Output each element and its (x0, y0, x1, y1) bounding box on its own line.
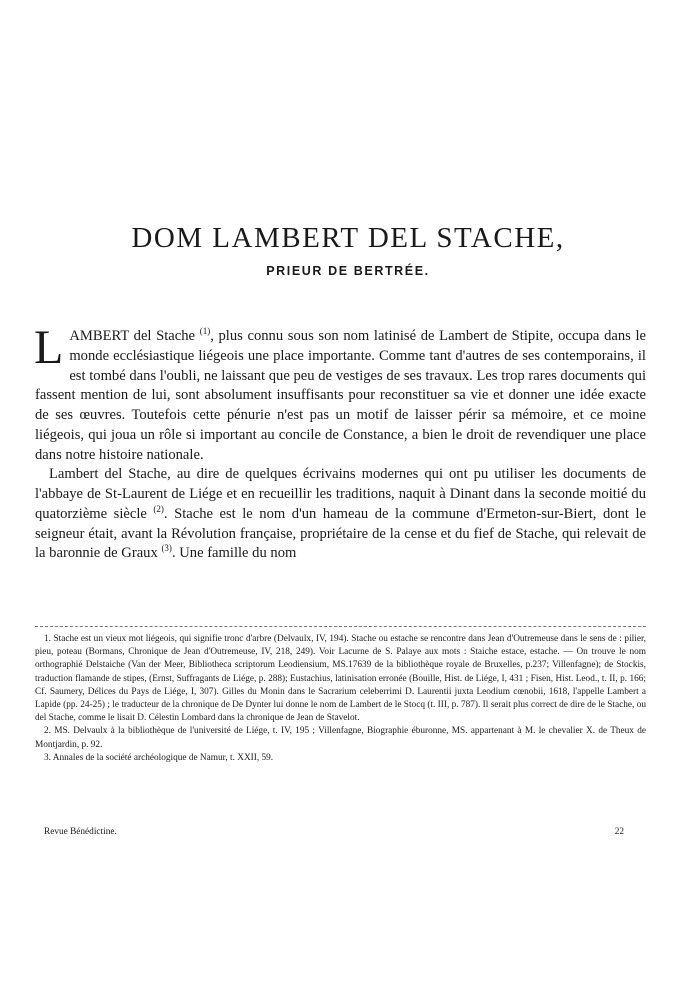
signature-mark: 22 (614, 827, 624, 837)
paragraph-2-text-a: Lambert del Stache, au dire de quelques écrivains modernes qui ont pu utiliser les documents de l'abbaye de St-Laurent de Liége et en recueillir les traditions, naquit à Dinant dans la seconde moitié du quatorzième siècle (35, 466, 646, 522)
paragraph-2 (35, 465, 646, 564)
footnote-1: 1. Stache est un vieux mot liégeois, qui signifie tronc d'arbre (Delvaulx, IV, 194). Stache ou estache se rencontre dans Jean d'Outremeuse dans le sens de : pilier, pieu, poteau (Bormans, Chronique de Jean d'Outremeuse, IV, 218, 249). Voir Lacurne de S. Palaye aux mots : Staiche estace, estache. — On trouve le nom orthographié Delstaiche (Van der Meer, Bibliotheca scriptorum Leodiensium, MS.17639 de la bibliothèque royale de Bruxelles, p.237; Villenfagne); de Stockis, traduction flamande de stipes, (Ernst, Suffragants de Liége, p. 288); Eustachius, latinisation erronée (Bouille, Hist. de Liége, I, 431 ; Fisen, Hist. Leod., t. II, p. 166; Cf. Saumery, Délices du Pays de Liége, I, 307). Gilles du Monin dans le Sacrarium celeberrimi D. Laurentii juxta Leodium cœnobii, 1618, l'appelle Lambert a Lapide (pp. 24-25) ; le traducteur de la chronique de De Dynter lui donne le nom de Lambert de le Stocq (t. III, p. 787). Il serait plus correct de dire de le Stache, ou del Stache, comme le lisait D. Célestin Lombard dans la chronique de Jean de Stavelot. (35, 634, 646, 724)
footnote-ref-1: (1) (199, 326, 211, 337)
paragraph-2-text-b: . Stache est le nom d'un hameau de la commune d'Ermeton-sur-Biert, dont le seigneur était, avant la Révolution française, propriétaire de la cense et du fief de Stache, qui relevait de la baronnie de Graux (35, 505, 646, 562)
paragraph-1-opening: AMBERT del Stache (69, 328, 196, 344)
paragraph-2-text-c: . Une famille du nom (171, 545, 297, 562)
body-text (34, 321, 647, 564)
footnote-ref-2: (2) (153, 503, 164, 514)
footnote-2: 2. MS. Delvaulx à la bibliothèque de l'université de Liége, t. IV, 195 ; Villenfagne, Biographie éburonne, MS. appartenant à M. le chevalier X. de Theux de Montjardin, p. 92. (35, 726, 646, 750)
paragraph-1-text: , plus connu sous son nom latinisé de Lambert de Stipite, occupa dans le monde ecclésiastique liégeois une place importante. Comme tant d'autres de ses contemporains, il est tombé dans l'oubli, ne laissant que peu de vestiges de ses travaux. Les trop rares documents qui fassent mention de lui, sont absolument insuffisants pour reconstituer sa vie et donner une idée exacte de ses œuvres. Toutefois cette pénurie n'est pas un motif de laisser périr sa mémoire, et ce moine liégeois, qui joua un rôle si important au concile de Constance, a bien le droit de revendiquer une place dans notre histoire nationale. (35, 328, 647, 463)
drop-cap: L (34, 321, 64, 374)
footnotes (35, 633, 646, 765)
footnote-ref-3: (3) (161, 543, 172, 554)
article-title: DOM LAMBERT DEL STACHE, (131, 222, 565, 254)
footnote-3: 3. Annales de la société archéologique de Namur, t. XXII, 59. (44, 752, 274, 763)
article-subtitle: PRIEUR DE BERTRÉE. (266, 264, 430, 278)
journal-name: Revue Bénédictine. (44, 827, 117, 837)
footnote-divider (35, 626, 646, 627)
paragraph-1 (34, 321, 647, 465)
